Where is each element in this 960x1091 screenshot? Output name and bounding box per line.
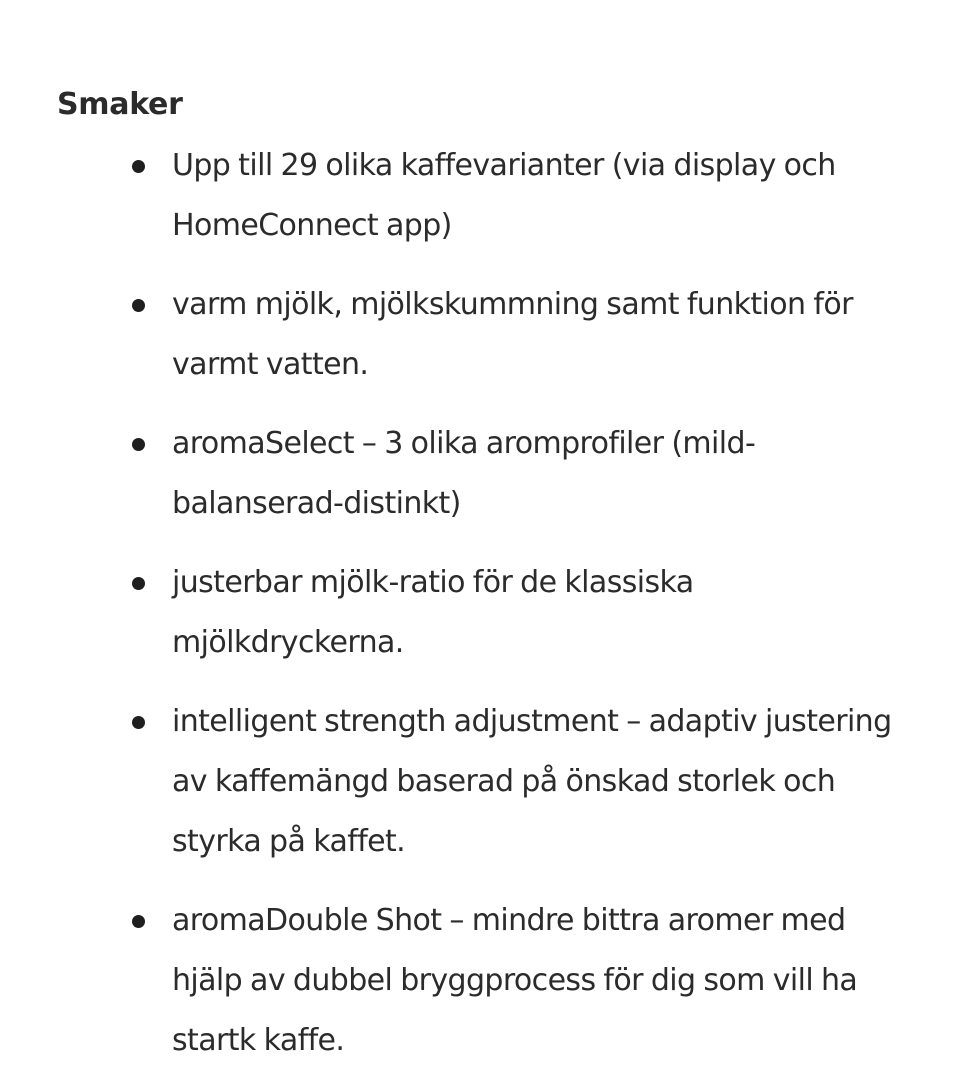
list-item bbox=[172, 692, 902, 872]
list-item-text: aromaDouble Shot – mindre bittra aromer med hjälp av dubbel bryggprocess för dig som vill ha startk kaffe. bbox=[172, 903, 858, 1058]
list-item bbox=[172, 414, 902, 534]
list-item-text: intelligent strength adjustment – adaptiv justering av kaffemängd baserad på önskad storlek och styrka på kaffet. bbox=[172, 704, 892, 859]
list-item-text: Upp till 29 olika kaffevarianter (via display och HomeConnect app) bbox=[172, 148, 836, 243]
list-item bbox=[172, 891, 902, 1071]
list-item-text: aromaSelect – 3 olika aromprofiler (mild-balanserad-distinkt) bbox=[172, 426, 756, 521]
section-title: Smaker bbox=[57, 87, 183, 122]
bullet-icon bbox=[132, 577, 145, 590]
list-item bbox=[172, 136, 902, 256]
list-item bbox=[172, 553, 902, 673]
bullet-icon bbox=[132, 438, 145, 451]
bullet-icon bbox=[132, 915, 145, 928]
bullet-icon bbox=[132, 160, 145, 173]
bullet-icon bbox=[132, 716, 145, 729]
list-item bbox=[172, 275, 902, 395]
list-item-text: justerbar mjölk-ratio för de klassiska mjölkdryckerna. bbox=[172, 565, 694, 660]
list-item-text: varm mjölk, mjölkskummning samt funktion för varmt vatten. bbox=[172, 287, 853, 382]
feature-list bbox=[172, 136, 902, 1090]
bullet-icon bbox=[132, 299, 145, 312]
flavors-section bbox=[57, 84, 917, 126]
